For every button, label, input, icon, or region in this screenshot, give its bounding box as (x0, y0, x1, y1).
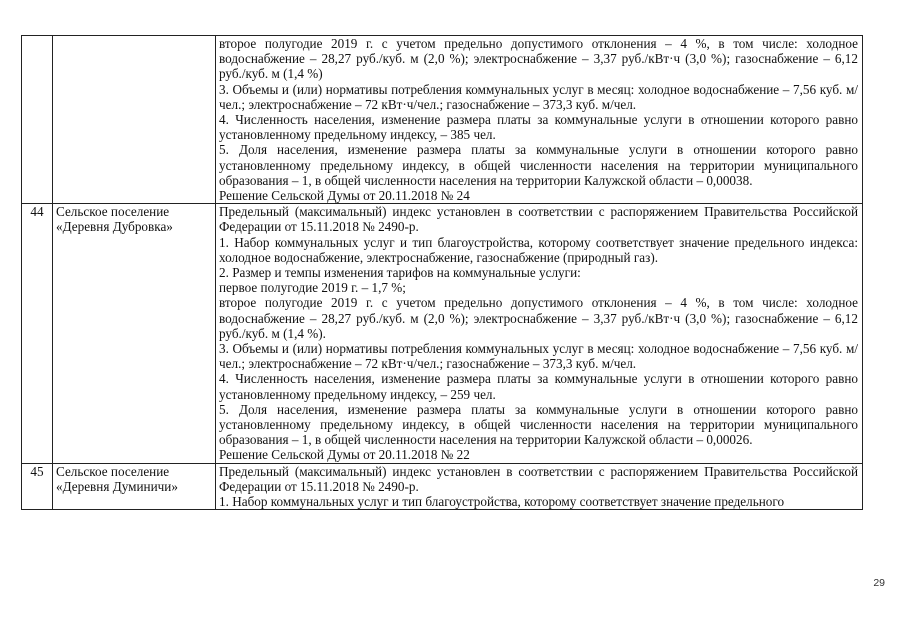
paragraph: первое полугодие 2019 г. – 1,7 %; (219, 280, 406, 296)
table-row (22, 204, 863, 463)
paragraph: 5. Доля населения, изменение размера платы за коммунальные услуги в отношении которого равно установленному предельному индексу, в общей численности населения на территории муниципального образования – 1, в общей численности населения на территории Калужской области – 0,00038. (219, 142, 858, 188)
settlement-name-cell (53, 204, 216, 463)
settlement-name-cell (53, 36, 216, 204)
settlement-name-cell (53, 463, 216, 510)
page-number: 29 (873, 577, 885, 589)
paragraph: 4. Численность населения, изменение размера платы за коммунальные услуги в отношении которого равно установленному предельному индексу, – 259 чел. (219, 371, 858, 402)
description-cell (216, 463, 863, 510)
row-number-cell (22, 204, 53, 463)
decision-reference: Решение Сельской Думы от 20.11.2018 № 24 (219, 188, 470, 204)
settlement-name-line1: Сельское поселение (56, 204, 170, 220)
paragraph: Предельный (максимальный) индекс установлен в соответствии с распоряжением Правительства Российской Федерации от 15.11.2018 № 2490-р. (219, 463, 858, 494)
table-row (22, 463, 863, 510)
paragraph: 1. Набор коммунальных услуг и тип благоустройства, которому соответствует значение предельного (219, 494, 785, 510)
row-number-cell (22, 463, 53, 510)
paragraph: Предельный (максимальный) индекс установлен в соответствии с распоряжением Правительства Российской Федерации от 15.11.2018 № 2490-р. (219, 204, 858, 235)
description-cell (216, 204, 863, 463)
row-number-cell (22, 36, 53, 204)
settlement-name-line2: «Деревня Думиничи» (56, 478, 178, 494)
paragraph: 3. Объемы и (или) нормативы потребления коммунальных услуг в месяц: холодное водоснабжение – 7,56 куб. м/чел.; электроснабжение – 72 кВт·ч/чел.; газоснабжение – 373,3 куб. м/чел. (219, 341, 858, 372)
decision-reference: Решение Сельской Думы от 20.11.2018 № 22 (219, 447, 470, 463)
paragraph: второе полугодие 2019 г. с учетом предельно допустимого отклонения – 4 %, в том числе: холодное водоснабжение – 28,27 руб./куб. м (2,0 %); электроснабжение – 3,37 руб./кВт·ч (3,0 %); газоснабжение – 6,12 руб./куб. м (1,4 %) (219, 36, 858, 82)
paragraph: 4. Численность населения, изменение размера платы за коммунальные услуги в отношении которого равно установленному предельному индексу, – 385 чел. (219, 112, 858, 143)
paragraph: 3. Объемы и (или) нормативы потребления коммунальных услуг в месяц: холодное водоснабжение – 7,56 куб. м/чел.; электроснабжение – 72 кВт·ч/чел.; газоснабжение – 373,3 куб. м/чел. (219, 81, 858, 112)
settlement-name-line2: «Деревня Дубровка» (56, 219, 173, 235)
row-number: 44 (30, 204, 44, 220)
row-number: 45 (30, 463, 44, 479)
paragraph: 1. Набор коммунальных услуг и тип благоустройства, которому соответствует значение предельного индекса: холодное водоснабжение, электроснабжение, газоснабжение (природный газ). (219, 234, 858, 265)
tariff-table (21, 35, 863, 510)
paragraph: 2. Размер и темпы изменения тарифов на коммунальные услуги: (219, 265, 581, 281)
paragraph: 5. Доля населения, изменение размера платы за коммунальные услуги в отношении которого равно установленному предельному индексу, в общей численности населения на территории муниципального образования – 1, в общей численности населения на территории Калужской области – 0,00026. (219, 401, 858, 448)
settlement-name-line1: Сельское поселение (56, 463, 170, 479)
paragraph: второе полугодие 2019 г. с учетом предельно допустимого отклонения – 4 %, в том числе: холодное водоснабжение – 28,27 руб./куб. м (2,0 %); электроснабжение – 3,37 руб./кВт·ч (3,0 %); газоснабжение – 6,12 руб./куб. м (1,4 %). (219, 295, 858, 341)
description-cell (216, 36, 863, 204)
table-row (22, 36, 863, 204)
